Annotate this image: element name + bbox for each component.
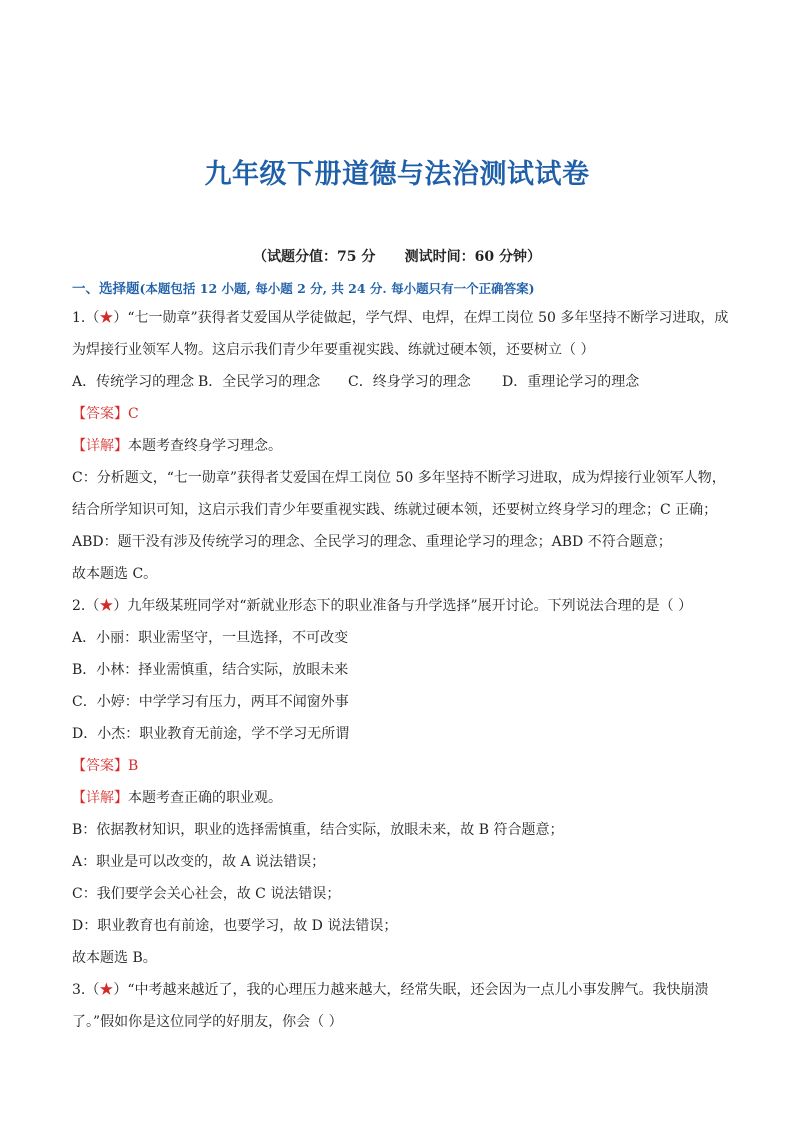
question-1-stem-line-1: 1.（★）“七一勋章”获得者艾爱国从学徒做起，学气焊、电焊，在焊工岗位 50 多年坚持不断学习进取，成 bbox=[72, 310, 729, 326]
answer-tag: 【答案】 bbox=[72, 758, 128, 774]
answer-tag: 【答案】 bbox=[72, 406, 128, 422]
question-3-stem-line-2: 了。”假如你是这位同学的好朋友，你会（ ） bbox=[72, 1014, 343, 1030]
question-number: 1.（ bbox=[72, 310, 100, 326]
question-1-answer bbox=[72, 404, 139, 424]
option-b: B．全民学习的理念 bbox=[198, 374, 321, 390]
question-1-detail bbox=[72, 436, 282, 456]
detail-text: 本题考查正确的职业观。 bbox=[128, 790, 282, 806]
question-1-stem-line-2: 为焊接行业领军人物。这启示我们青少年要重视实践、练就过硬本领，还要树立（ ） bbox=[72, 342, 595, 358]
section-heading bbox=[72, 277, 535, 297]
question-2-stem: 2.（★）九年级某班同学对“新就业形态下的职业准备与升学选择”展开讨论。下列说法合理的是（ ） bbox=[72, 598, 693, 614]
exam-meta: （试题分值：75 分 测试时间：60 分钟） bbox=[253, 249, 541, 265]
detail-text: 本题考查终身学习理念。 bbox=[128, 438, 282, 454]
question-stem: 九年级某班同学对“新就业形态下的职业准备与升学选择”展开讨论。下列说法合理的是（ ） bbox=[127, 598, 693, 614]
option-d: D．小杰：职业教育无前途，学不学习无所谓 bbox=[72, 726, 350, 742]
question-stem: “七一勋章”获得者艾爱国从学徒做起，学气焊、电焊，在焊工岗位 50 多年坚持不断学习进取，成 bbox=[127, 310, 729, 326]
detail-tag: 【详解】 bbox=[72, 790, 128, 806]
star-icon: ★ bbox=[99, 982, 114, 998]
question-1-conclusion: 故本题选 C。 bbox=[72, 566, 158, 582]
option-c: C．小婷：中学学习有压力，两耳不闻窗外事 bbox=[72, 694, 349, 710]
question-1-analysis-line: ABD：题干没有涉及传统学习的理念、全民学习的理念、重理论学习的理念；ABD 不符合题意； bbox=[72, 534, 672, 550]
page-title: 九年级下册道德与法治测试试卷 bbox=[204, 159, 590, 190]
section-title: 一、选择题 bbox=[72, 281, 140, 297]
question-number: 2.（ bbox=[72, 598, 100, 614]
option-a: A．传统学习的理念 bbox=[72, 374, 195, 390]
question-number: 3.（ bbox=[72, 982, 100, 998]
question-stem: “中考越来越近了，我的心理压力越来越大，经常失眠，还会因为一点儿小事发脾气。我快崩溃 bbox=[127, 982, 709, 998]
star-icon: ★ bbox=[99, 598, 114, 614]
answer-value: B bbox=[128, 758, 139, 774]
question-1-options bbox=[72, 372, 639, 392]
option-b: B．小林：择业需慎重，结合实际，放眼未来 bbox=[72, 662, 349, 678]
star-icon: ★ bbox=[99, 310, 114, 326]
option-d: D．重理论学习的理念 bbox=[502, 374, 640, 390]
question-2-analysis-line: D：职业教育也有前途，也要学习，故 D 说法错误； bbox=[72, 918, 398, 934]
detail-tag: 【详解】 bbox=[72, 438, 128, 454]
question-2-detail bbox=[72, 788, 282, 808]
option-c: C．终身学习的理念 bbox=[348, 374, 471, 390]
question-3-stem-line-1: 3.（★）“中考越来越近了，我的心理压力越来越大，经常失眠，还会因为一点儿小事发脾气。我快崩溃 bbox=[72, 982, 709, 998]
question-2-analysis-line: A：职业是可以改变的，故 A 说法错误； bbox=[72, 854, 326, 870]
question-1-analysis-line: 结合所学知识可知，这启示我们青少年要重视实践、练就过硬本领，还要树立终身学习的理念；C 正确； bbox=[72, 502, 718, 518]
answer-value: C bbox=[128, 406, 139, 422]
question-2-conclusion: 故本题选 B。 bbox=[72, 950, 157, 966]
option-a: A．小丽：职业需坚守，一旦选择，不可改变 bbox=[72, 630, 349, 646]
question-2-analysis-line: C：我们要学会关心社会，故 C 说法错误； bbox=[72, 886, 341, 902]
section-note: (本题包括 12 小题, 每小题 2 分, 共 24 分. 每小题只有一个正确答案) bbox=[139, 281, 535, 296]
question-2-analysis-line: B：依据教材知识，职业的选择需慎重，结合实际，放眼未来，故 B 符合题意； bbox=[72, 822, 564, 838]
question-2-answer bbox=[72, 756, 138, 776]
question-1-analysis-line: C：分析题文，“七一勋章”获得者艾爱国在焊工岗位 50 多年坚持不断学习进取，成为焊接行业领军人物， bbox=[72, 470, 726, 486]
